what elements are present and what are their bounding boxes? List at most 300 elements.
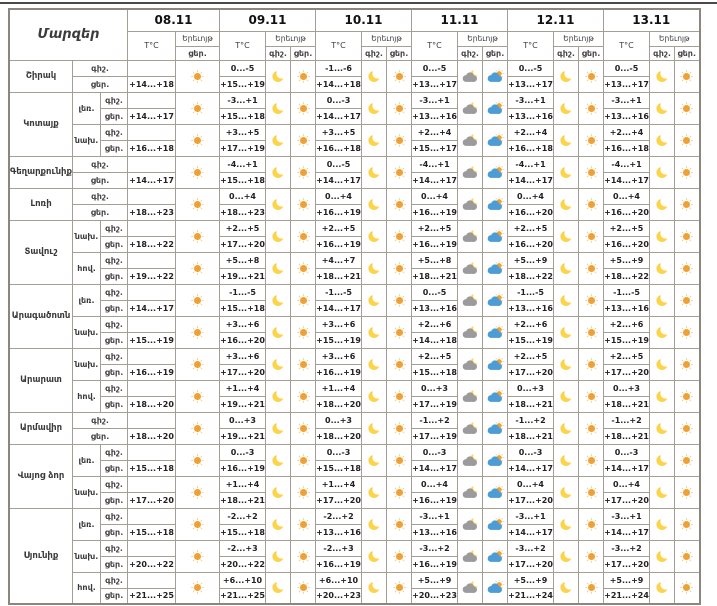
moon-icon	[266, 357, 290, 372]
temp-night: -2...+2	[220, 508, 266, 524]
weather-cell	[291, 92, 316, 124]
weather-cell	[458, 540, 483, 572]
moon-icon	[266, 421, 290, 436]
weather-cell	[554, 60, 579, 92]
weather-cell	[458, 92, 483, 124]
weather-cell	[483, 476, 508, 508]
weather-cell	[387, 124, 412, 156]
cloud-sun-icon	[483, 133, 507, 148]
temp-day: +18...+20	[128, 396, 176, 412]
temp-night	[128, 220, 176, 236]
moon-icon	[266, 229, 290, 244]
cloud-moon-icon	[458, 165, 482, 180]
temp-day: +17...+20	[220, 236, 266, 252]
weather-cell	[291, 572, 316, 604]
weather-cell	[483, 220, 508, 252]
weather-cell	[650, 572, 675, 604]
weather-cell	[387, 316, 412, 348]
cloud-moon-icon	[458, 325, 482, 340]
moon-icon	[266, 453, 290, 468]
temp-night: +1...+4	[220, 476, 266, 492]
temp-night: 0...+4	[508, 476, 554, 492]
temp-day: +18...+21	[508, 428, 554, 444]
temp-day: +16...+19	[412, 236, 458, 252]
weather-cell	[483, 284, 508, 316]
sun-icon	[579, 133, 603, 148]
cloud-moon-icon	[458, 101, 482, 116]
weather-cell	[483, 316, 508, 348]
cloud-sun-icon	[483, 485, 507, 500]
temp-day: +13...+16	[316, 524, 362, 540]
sun-icon	[579, 357, 603, 372]
sun-icon	[387, 580, 411, 595]
sun-icon	[579, 549, 603, 564]
weather-cell	[387, 476, 412, 508]
temp-night: +2...+5	[412, 348, 458, 364]
sun-icon	[675, 229, 699, 244]
cloud-moon-icon	[458, 293, 482, 308]
temp-day: +18...+22	[604, 268, 650, 284]
moon-icon	[554, 421, 578, 436]
temp-day: +18...+20	[316, 428, 362, 444]
temp-day: +15...+19	[220, 76, 266, 92]
weather-cell	[650, 188, 675, 220]
sun-icon	[579, 325, 603, 340]
temp-day: +14...+17	[316, 172, 362, 188]
temp-day: +18...+21	[508, 396, 554, 412]
temp-column-header: T°C	[128, 31, 176, 60]
sun-icon	[387, 165, 411, 180]
weather-cell	[483, 252, 508, 284]
temp-day: +14...+17	[316, 108, 362, 124]
weather-cell	[176, 380, 220, 412]
sun-icon	[176, 165, 219, 180]
weather-cell	[362, 508, 387, 540]
weather-cell	[266, 380, 291, 412]
weather-cell	[291, 252, 316, 284]
weather-cell	[483, 444, 508, 476]
weather-cell	[483, 156, 508, 188]
temp-day: +20...+23	[316, 588, 362, 604]
temp-day: +21...+25	[128, 588, 176, 604]
time-label-night: գիշ.	[101, 220, 128, 236]
sun-icon	[291, 197, 315, 212]
temp-night: -1...+2	[508, 412, 554, 428]
weather-cell	[650, 316, 675, 348]
moon-icon	[266, 133, 290, 148]
temp-night: +5...+9	[604, 252, 650, 268]
moon-icon	[362, 197, 386, 212]
temp-night: 0...-5	[604, 60, 650, 76]
weather-cell	[483, 508, 508, 540]
temp-day: +15...+18	[220, 300, 266, 316]
cloud-sun-icon	[483, 229, 507, 244]
moon-icon	[554, 69, 578, 84]
weather-cell	[554, 188, 579, 220]
weather-cell	[176, 188, 220, 220]
weather-cell	[483, 348, 508, 380]
temp-day: +16...+19	[316, 236, 362, 252]
sun-icon	[579, 453, 603, 468]
moon-icon	[362, 549, 386, 564]
zone-label: լեռ.	[73, 508, 101, 540]
time-label-night: գիշ.	[73, 412, 128, 428]
weather-cell	[483, 92, 508, 124]
sun-icon	[387, 69, 411, 84]
temp-day: +21...+24	[508, 588, 554, 604]
time-label-day: ցեր.	[101, 396, 128, 412]
weather-cell	[362, 572, 387, 604]
weather-cell	[675, 348, 700, 380]
table-row	[9, 124, 700, 140]
weather-cell	[650, 284, 675, 316]
weather-cell	[387, 156, 412, 188]
cloud-moon-icon	[458, 197, 482, 212]
sub-header-day: ցեր.	[483, 46, 508, 60]
weather-cell	[650, 60, 675, 92]
region-name: Շիրակ	[9, 60, 73, 92]
weather-cell	[362, 252, 387, 284]
weather-cell	[362, 316, 387, 348]
temp-night: -1...-5	[316, 284, 362, 300]
moon-icon	[650, 357, 674, 372]
temp-night: -3...+2	[412, 540, 458, 556]
cloud-sun-icon	[483, 197, 507, 212]
table-row	[9, 284, 700, 300]
time-label-day: ցեր.	[73, 428, 128, 444]
weather-cell	[554, 124, 579, 156]
temp-day: +18...+21	[604, 428, 650, 444]
temp-day: +16...+20	[220, 332, 266, 348]
weather-cell	[579, 284, 604, 316]
weather-cell	[291, 124, 316, 156]
temp-day: +13...+16	[412, 108, 458, 124]
cloud-sun-icon	[483, 293, 507, 308]
weather-cell	[176, 476, 220, 508]
moon-icon	[554, 517, 578, 532]
weather-cell	[176, 444, 220, 476]
temp-day: +14...+17	[604, 524, 650, 540]
temp-night: +2...+6	[412, 316, 458, 332]
temp-night	[128, 156, 176, 172]
table-row	[9, 412, 700, 428]
temp-night: +2...+5	[220, 220, 266, 236]
moon-icon	[554, 197, 578, 212]
time-label-day: ցեր.	[101, 300, 128, 316]
sun-icon	[387, 389, 411, 404]
moon-icon	[554, 453, 578, 468]
sun-icon	[387, 261, 411, 276]
temp-night: 0...-3	[508, 444, 554, 460]
sun-icon	[387, 357, 411, 372]
weather-cell	[291, 444, 316, 476]
temp-day: +15...+18	[220, 524, 266, 540]
moon-icon	[554, 549, 578, 564]
weather-cell	[266, 476, 291, 508]
forecast-table	[8, 8, 701, 605]
temp-night: 0...-5	[412, 284, 458, 300]
zone-label: նախ.	[73, 540, 101, 572]
table-row	[9, 380, 700, 396]
temp-night: 0...+3	[508, 380, 554, 396]
cloud-sun-icon	[483, 549, 507, 564]
weather-cell	[650, 156, 675, 188]
temp-night: -3...+2	[508, 540, 554, 556]
weather-cell	[554, 284, 579, 316]
sun-icon	[675, 101, 699, 116]
weather-cell	[675, 508, 700, 540]
cloud-sun-icon	[483, 357, 507, 372]
temp-day: +14...+17	[604, 172, 650, 188]
temp-night	[128, 476, 176, 492]
moon-icon	[554, 229, 578, 244]
weather-cell	[554, 316, 579, 348]
sun-icon	[675, 69, 699, 84]
temp-day: +19...+22	[128, 268, 176, 284]
weather-cell	[650, 412, 675, 444]
moon-icon	[554, 485, 578, 500]
table-row	[9, 156, 700, 172]
sun-icon	[579, 580, 603, 595]
weather-cell	[266, 540, 291, 572]
temp-day: +13...+16	[412, 524, 458, 540]
weather-cell	[291, 348, 316, 380]
forecast-table-head	[9, 9, 700, 60]
temp-night: -2...+3	[220, 540, 266, 556]
cloud-sun-icon	[483, 101, 507, 116]
weather-cell	[176, 124, 220, 156]
temp-column-header: T°C	[220, 31, 266, 60]
temp-night	[128, 348, 176, 364]
sun-icon	[675, 421, 699, 436]
temp-day: +16...+18	[128, 140, 176, 156]
time-label-night: գիշ.	[101, 380, 128, 396]
sun-icon	[675, 485, 699, 500]
sun-icon	[291, 229, 315, 244]
temp-day: +14...+17	[508, 524, 554, 540]
temp-day: +18...+23	[220, 204, 266, 220]
moon-icon	[266, 165, 290, 180]
region-name: Կոտայք	[9, 92, 73, 156]
weather-cell	[554, 92, 579, 124]
weather-cell	[362, 156, 387, 188]
table-row	[9, 572, 700, 588]
weather-cell	[675, 252, 700, 284]
moon-icon	[266, 485, 290, 500]
moon-icon	[266, 325, 290, 340]
sub-header-day: ցեր.	[579, 46, 604, 60]
temp-day: +15...+19	[128, 332, 176, 348]
zone-label: հով.	[73, 252, 101, 284]
temp-day: +13...+16	[604, 108, 650, 124]
weather-cell	[362, 412, 387, 444]
weather-cell	[176, 60, 220, 92]
sun-icon	[579, 485, 603, 500]
temp-night: +5...+8	[220, 252, 266, 268]
temp-night	[128, 124, 176, 140]
temp-night: 0...+3	[316, 412, 362, 428]
table-row	[9, 188, 700, 204]
weather-cell	[483, 188, 508, 220]
moon-icon	[362, 101, 386, 116]
region-name: Տավուշ	[9, 220, 73, 284]
sun-icon	[387, 325, 411, 340]
weather-cell	[266, 156, 291, 188]
temp-day: +14...+17	[412, 460, 458, 476]
weather-cell	[291, 380, 316, 412]
moon-icon	[554, 357, 578, 372]
temp-day: +20...+22	[128, 556, 176, 572]
cloud-moon-icon	[458, 517, 482, 532]
weather-cell	[266, 220, 291, 252]
moon-icon	[650, 453, 674, 468]
temp-day: +17...+19	[412, 428, 458, 444]
temp-day: +14...+17	[316, 300, 362, 316]
weather-cell	[554, 572, 579, 604]
zone-label: նախ.	[73, 348, 101, 380]
weather-cell	[291, 188, 316, 220]
temp-column-header: T°C	[412, 31, 458, 60]
temp-night: -2...+2	[316, 508, 362, 524]
moon-icon	[650, 293, 674, 308]
sun-icon	[675, 580, 699, 595]
temp-day: +18...+22	[128, 236, 176, 252]
temp-day: +17...+20	[508, 556, 554, 572]
temp-night: +4...+7	[316, 252, 362, 268]
temp-day: +16...+20	[604, 236, 650, 252]
temp-night: 0...-5	[412, 60, 458, 76]
temp-day: +21...+24	[604, 588, 650, 604]
weather-cell	[458, 220, 483, 252]
weather-cell	[554, 252, 579, 284]
region-name: Արարատ	[9, 348, 73, 412]
temp-day: +17...+20	[508, 492, 554, 508]
temp-day: +17...+20	[604, 556, 650, 572]
temp-night: 0...-3	[220, 444, 266, 460]
temp-day: +16...+18	[508, 140, 554, 156]
sun-icon	[675, 517, 699, 532]
sun-icon	[291, 101, 315, 116]
sun-icon	[291, 69, 315, 84]
weather-cell	[579, 380, 604, 412]
temp-night: 0...-3	[412, 444, 458, 460]
moon-icon	[362, 389, 386, 404]
temp-day: +21...+25	[220, 588, 266, 604]
table-row	[9, 60, 700, 76]
weather-cell	[387, 348, 412, 380]
weather-cell	[579, 572, 604, 604]
zone-label: հով.	[73, 572, 101, 604]
time-label-night: գիշ.	[101, 508, 128, 524]
weather-cell	[362, 348, 387, 380]
temp-night: -3...+1	[220, 92, 266, 108]
weather-cell	[579, 508, 604, 540]
weather-cell	[387, 572, 412, 604]
zone-label: լեռ.	[73, 284, 101, 316]
temp-day: +16...+19	[316, 364, 362, 380]
time-label-night: գիշ.	[101, 476, 128, 492]
weather-cell	[458, 284, 483, 316]
temp-night: 0...-3	[316, 444, 362, 460]
weather-cell	[266, 92, 291, 124]
temp-night: +2...+6	[508, 316, 554, 332]
weather-cell	[176, 348, 220, 380]
moon-icon	[362, 421, 386, 436]
temp-day: +17...+20	[220, 364, 266, 380]
temp-day: +17...+20	[604, 364, 650, 380]
temp-day: +13...+16	[508, 300, 554, 316]
weather-cell	[266, 60, 291, 92]
weather-cell	[579, 124, 604, 156]
temp-night: +2...+5	[604, 348, 650, 364]
temp-night: +3...+6	[220, 316, 266, 332]
weather-cell	[387, 380, 412, 412]
sun-icon	[291, 549, 315, 564]
weather-cell	[483, 380, 508, 412]
temp-day: +16...+19	[128, 364, 176, 380]
temp-night: +2...+5	[508, 348, 554, 364]
weather-cell	[483, 60, 508, 92]
temp-day: +15...+17	[412, 140, 458, 156]
temp-day: +16...+19	[412, 556, 458, 572]
weather-cell	[387, 188, 412, 220]
weather-cell	[266, 188, 291, 220]
sun-icon	[579, 165, 603, 180]
cloud-sun-icon	[483, 325, 507, 340]
cloud-sun-icon	[483, 389, 507, 404]
moon-icon	[266, 69, 290, 84]
weather-cell	[554, 476, 579, 508]
temp-night: -4...+1	[604, 156, 650, 172]
time-label-night: գիշ.	[101, 444, 128, 460]
sun-icon	[291, 133, 315, 148]
weather-cell	[291, 284, 316, 316]
table-row	[9, 92, 700, 108]
sun-icon	[675, 549, 699, 564]
moon-icon	[554, 325, 578, 340]
weather-cell	[458, 60, 483, 92]
temp-night: -3...+1	[508, 508, 554, 524]
temp-day: +14...+18	[316, 76, 362, 92]
moon-icon	[650, 325, 674, 340]
region-name: Լոռի	[9, 188, 73, 220]
table-row	[9, 444, 700, 460]
temp-night	[128, 92, 176, 108]
time-label-night: գիշ.	[101, 572, 128, 588]
sun-icon	[387, 133, 411, 148]
temp-night	[128, 444, 176, 460]
top-divider	[0, 2, 717, 4]
temp-day: +15...+18	[316, 460, 362, 476]
weather-cell	[362, 540, 387, 572]
temp-day: +17...+19	[220, 140, 266, 156]
temp-day: +13...+17	[412, 76, 458, 92]
sun-icon	[675, 197, 699, 212]
weather-cell	[650, 508, 675, 540]
temp-day: +15...+19	[604, 332, 650, 348]
temp-night: 0...-3	[604, 444, 650, 460]
temp-night: -3...+2	[604, 540, 650, 556]
temp-day: +18...+20	[316, 396, 362, 412]
temp-night: +5...+9	[508, 252, 554, 268]
temp-night	[128, 284, 176, 300]
weather-column-header: Երեւոյթ	[650, 31, 700, 46]
moon-icon	[650, 485, 674, 500]
sun-icon	[176, 549, 219, 564]
weather-cell	[579, 348, 604, 380]
temp-day: +14...+17	[508, 460, 554, 476]
temp-night: +2...+5	[604, 220, 650, 236]
